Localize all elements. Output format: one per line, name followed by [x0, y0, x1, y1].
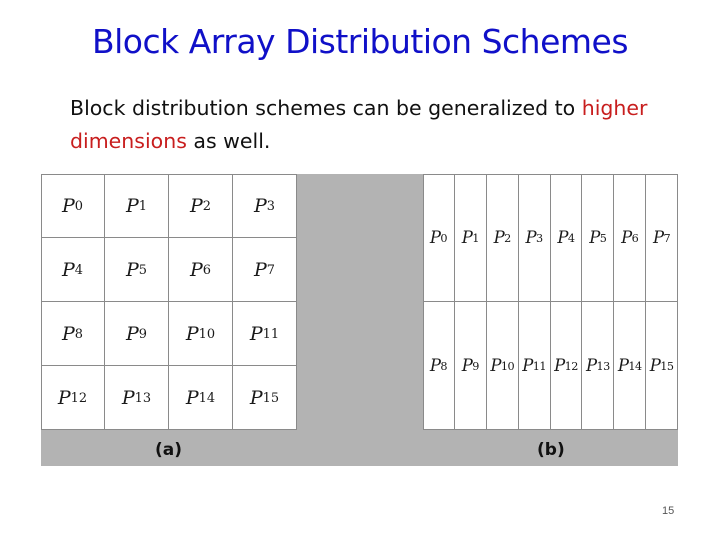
processor-cell	[105, 366, 169, 430]
processor-cell	[519, 174, 551, 302]
processor-label: P	[125, 258, 139, 281]
body-text-part-2: as well.	[186, 129, 271, 153]
processor-cell	[169, 366, 233, 430]
processor-index: 2	[504, 232, 511, 246]
processor-label: P	[185, 322, 199, 345]
processor-label: P	[461, 356, 473, 375]
processor-label: P	[249, 322, 263, 345]
processor-cell	[614, 302, 646, 430]
processor-index: 6	[202, 263, 211, 279]
processor-cell	[455, 174, 487, 302]
processor-cell	[233, 366, 297, 430]
processor-label: P	[525, 228, 537, 247]
processor-index: 10	[198, 327, 216, 343]
processor-label: P	[125, 194, 139, 217]
caption-b: (b)	[537, 440, 565, 460]
processor-index: 15	[262, 391, 280, 407]
processor-label: P	[586, 356, 597, 375]
processor-index: 15	[660, 360, 674, 374]
panel-b-2x8-grid	[423, 174, 678, 430]
processor-index: 2	[202, 199, 211, 215]
processor-label: P	[57, 386, 71, 409]
processor-label: P	[621, 228, 632, 247]
processor-index: 0	[74, 199, 83, 215]
body-text-highlight: higher dimensions	[70, 96, 648, 153]
processor-label: P	[125, 322, 139, 345]
processor-label: P	[61, 194, 75, 217]
processor-label: P	[253, 194, 267, 217]
processor-label: P	[61, 322, 75, 345]
processor-label: P	[189, 194, 203, 217]
processor-label: P	[557, 228, 568, 247]
processor-index: 14	[198, 391, 216, 407]
distribution-figure	[41, 174, 678, 466]
processor-cell	[169, 174, 233, 238]
processor-label: P	[522, 356, 533, 375]
processor-index: 1	[472, 232, 479, 246]
processor-cell	[233, 238, 297, 302]
processor-cell	[169, 238, 233, 302]
processor-label: P	[61, 258, 75, 281]
processor-index: 8	[440, 360, 447, 374]
processor-cell	[455, 302, 487, 430]
processor-index: 3	[266, 199, 275, 215]
processor-cell	[423, 302, 455, 430]
processor-cell	[582, 174, 614, 302]
body-text-part-1: Block distribution schemes can be generalized to	[70, 96, 582, 120]
processor-index: 10	[500, 360, 514, 374]
processor-label: P	[249, 386, 263, 409]
processor-index: 9	[138, 327, 147, 343]
processor-index: 5	[599, 232, 607, 246]
processor-label: P	[653, 228, 664, 247]
processor-cell	[646, 302, 678, 430]
processor-cell	[105, 174, 169, 238]
processor-cell	[41, 366, 105, 430]
processor-cell	[41, 174, 105, 238]
processor-label: P	[649, 356, 661, 375]
page-number: 15	[662, 505, 675, 517]
processor-index: 11	[532, 360, 546, 374]
processor-cell	[169, 302, 233, 366]
processor-cell	[582, 302, 614, 430]
processor-label: P	[589, 228, 600, 247]
processor-index: 8	[74, 327, 83, 343]
processor-cell	[551, 174, 583, 302]
processor-index: 13	[134, 391, 152, 407]
processor-index: 3	[536, 232, 543, 246]
processor-label: P	[493, 228, 505, 247]
processor-label: P	[253, 258, 267, 281]
processor-cell	[105, 238, 169, 302]
processor-index: 13	[596, 360, 610, 374]
processor-label: P	[429, 228, 441, 247]
processor-cell	[233, 302, 297, 366]
processor-label: P	[185, 386, 199, 409]
slide-title: Block Array Distribution Schemes	[91, 22, 629, 61]
processor-label: P	[189, 258, 203, 281]
processor-cell	[487, 302, 519, 430]
processor-label: P	[461, 228, 473, 247]
processor-cell	[423, 174, 455, 302]
slide-body-text	[70, 92, 690, 158]
processor-cell	[646, 174, 678, 302]
processor-index: 11	[262, 327, 280, 343]
processor-cell	[41, 302, 105, 366]
processor-index: 7	[663, 232, 671, 246]
processor-label: P	[121, 386, 135, 409]
processor-index: 14	[628, 360, 642, 374]
processor-label: P	[490, 356, 501, 375]
processor-label: P	[554, 356, 565, 375]
processor-label: P	[429, 356, 441, 375]
caption-a: (a)	[155, 440, 183, 460]
processor-cell	[233, 174, 297, 238]
processor-index: 6	[631, 232, 639, 246]
processor-cell	[614, 174, 646, 302]
processor-cell	[487, 174, 519, 302]
processor-cell	[551, 302, 583, 430]
processor-cell	[41, 238, 105, 302]
processor-index: 9	[472, 360, 479, 374]
processor-index: 4	[74, 263, 83, 279]
processor-cell	[519, 302, 551, 430]
processor-index: 12	[70, 391, 88, 407]
processor-index: 0	[440, 232, 447, 246]
processor-index: 4	[567, 232, 575, 246]
processor-index: 5	[138, 263, 147, 279]
panel-a-4x4-grid	[41, 174, 297, 430]
processor-index: 12	[564, 360, 578, 374]
processor-label: P	[617, 356, 629, 375]
processor-cell	[105, 302, 169, 366]
processor-index: 7	[266, 263, 275, 279]
processor-index: 1	[138, 199, 147, 215]
